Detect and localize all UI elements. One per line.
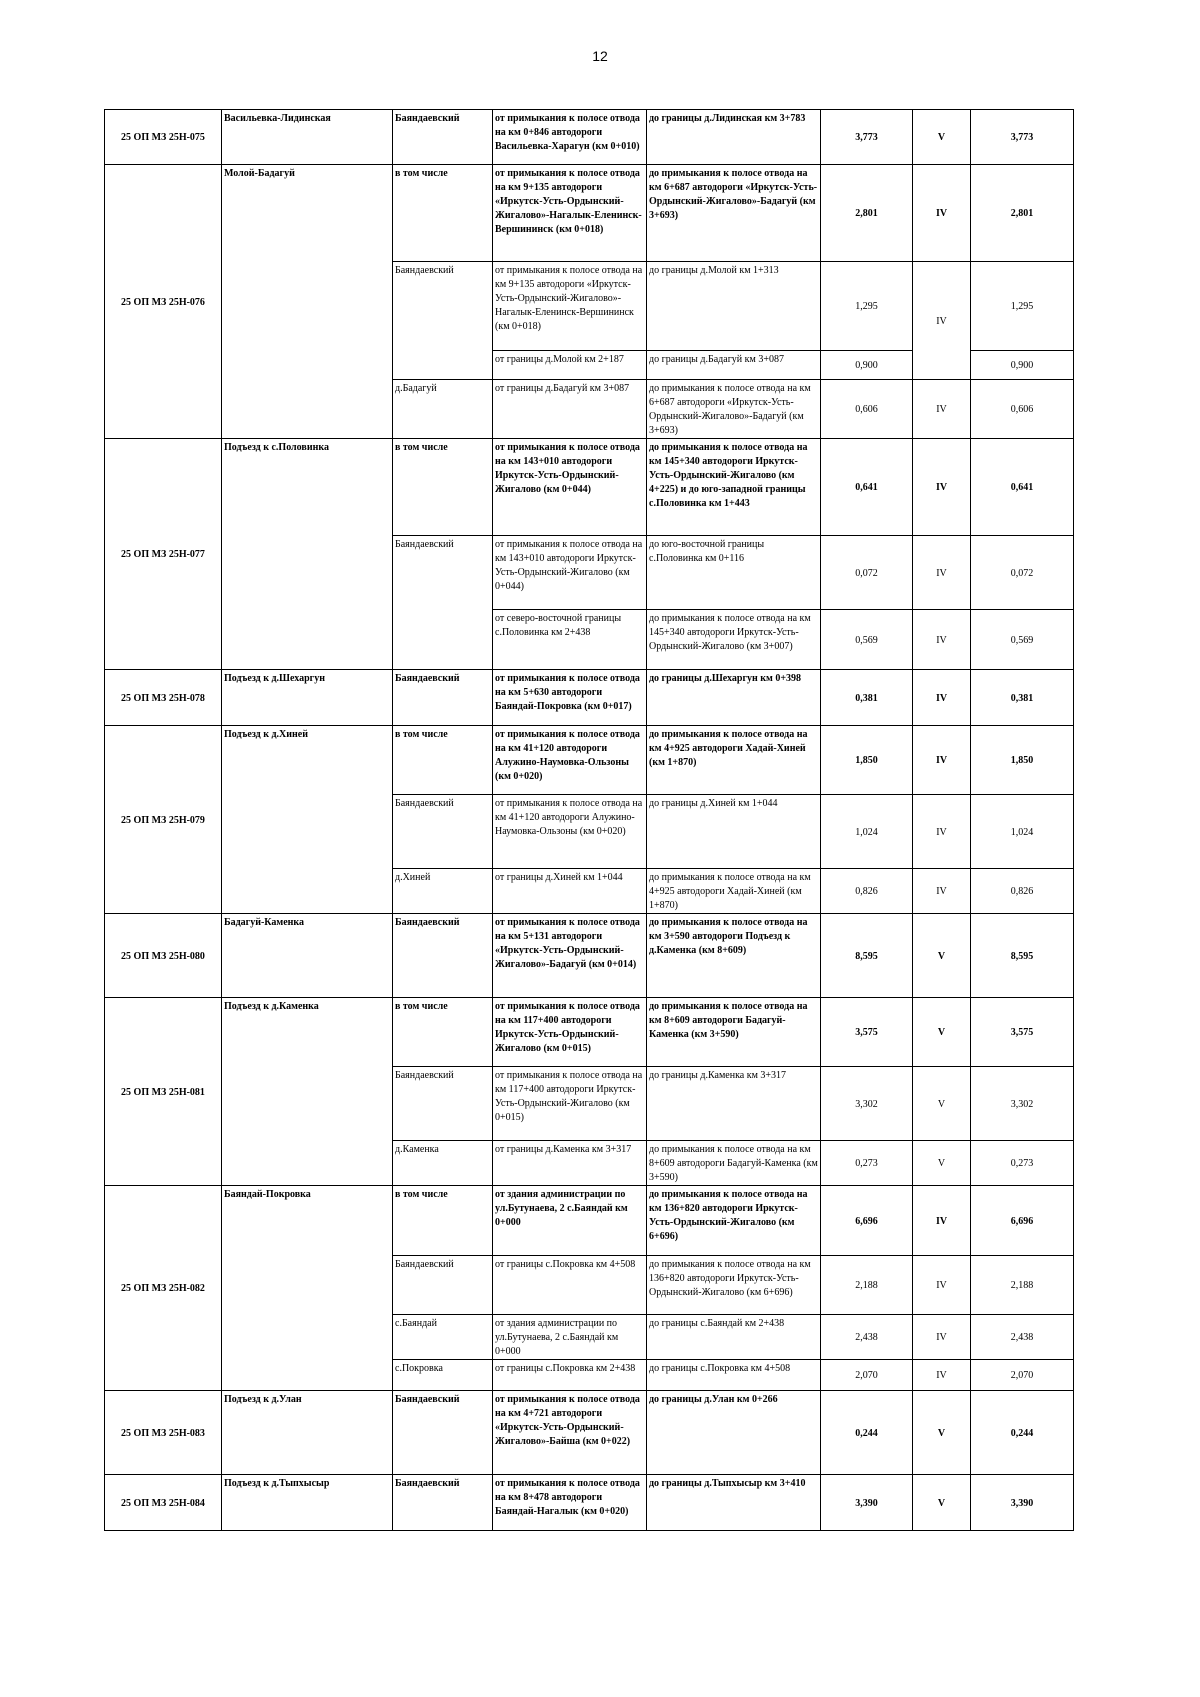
road-category: IV — [913, 670, 971, 726]
road-district: в том числе — [393, 439, 493, 536]
road-code: 25 ОП МЗ 25Н-084 — [105, 1475, 222, 1531]
road-to: до границы д.Бадагуй км 3+087 — [647, 351, 821, 380]
road-code: 25 ОП МЗ 25Н-080 — [105, 914, 222, 998]
road-category: V — [913, 110, 971, 165]
road-length: 3,390 — [821, 1475, 913, 1531]
road-length: 0,569 — [821, 610, 913, 670]
road-total: 3,575 — [971, 998, 1074, 1067]
road-from: от границы д.Хиней км 1+044 — [493, 869, 647, 914]
road-code: 25 ОП МЗ 25Н-081 — [105, 998, 222, 1186]
road-length: 1,295 — [821, 262, 913, 351]
road-from: от примыкания к полосе отвода на км 9+135 автодороги «Иркутск-Усть-Ордынский-Жигалово»-Нагалык-Еленинск-Вершининск (км 0+018) — [493, 165, 647, 262]
road-name: Подъезд к д.Улан — [222, 1391, 393, 1475]
road-code: 25 ОП МЗ 25Н-077 — [105, 439, 222, 670]
road-length: 3,773 — [821, 110, 913, 165]
road-from: от северо-восточной границы с.Половинка км 2+438 — [493, 610, 647, 670]
road-from: от примыкания к полосе отвода на км 5+630 автодороги Баяндай-Покровка (км 0+017) — [493, 670, 647, 726]
road-district: Баяндаевский — [393, 1067, 493, 1141]
road-category: IV — [913, 1256, 971, 1315]
road-from: от примыкания к полосе отвода на км 117+400 автодороги Иркутск-Усть-Ордынский-Жигалово (км 0+015) — [493, 998, 647, 1067]
road-district: д.Каменка — [393, 1141, 493, 1186]
road-from: от примыкания к полосе отвода на км 5+131 автодороги «Иркутск-Усть-Ордынский-Жигалово»-Бадагуй (км 0+014) — [493, 914, 647, 998]
road-category: IV — [913, 536, 971, 610]
table-row — [105, 1475, 1074, 1531]
road-total: 2,438 — [971, 1315, 1074, 1360]
road-to: до границы с.Покровка км 4+508 — [647, 1360, 821, 1391]
road-code: 25 ОП МЗ 25Н-083 — [105, 1391, 222, 1475]
road-district: д.Бадагуй — [393, 380, 493, 439]
road-length: 0,641 — [821, 439, 913, 536]
road-total: 2,188 — [971, 1256, 1074, 1315]
road-to: до примыкания к полосе отвода на км 8+609 автодороги Бадагуй-Каменка (км 3+590) — [647, 998, 821, 1067]
road-district: Баяндаевский — [393, 110, 493, 165]
road-length: 3,575 — [821, 998, 913, 1067]
road-category: IV — [913, 869, 971, 914]
road-name: Подъезд к д.Шехаргун — [222, 670, 393, 726]
road-from: от примыкания к полосе отвода на км 0+846 автодороги Васильевка-Харагун (км 0+010) — [493, 110, 647, 165]
table-row — [105, 998, 1074, 1067]
road-name: Бадагуй-Каменка — [222, 914, 393, 998]
road-length: 1,850 — [821, 726, 913, 795]
road-to: до границы д.Каменка км 3+317 — [647, 1067, 821, 1141]
road-from: от границы д.Бадагуй км 3+087 — [493, 380, 647, 439]
road-to: до примыкания к полосе отвода на км 6+687 автодороги «Иркутск-Усть-Ордынский-Жигалово»-Бадагуй (км 3+693) — [647, 380, 821, 439]
road-code: 25 ОП МЗ 25Н-076 — [105, 165, 222, 439]
road-district: в том числе — [393, 165, 493, 262]
road-from: от примыкания к полосе отвода на км 4+721 автодороги «Иркутск-Усть-Ордынский-Жигалово»-Байша (км 0+022) — [493, 1391, 647, 1475]
road-name: Васильевка-Лидинская — [222, 110, 393, 165]
road-district: Баяндаевский — [393, 1256, 493, 1315]
road-district: в том числе — [393, 998, 493, 1067]
road-total: 2,070 — [971, 1360, 1074, 1391]
road-to: до примыкания к полосе отвода на км 8+609 автодороги Бадагуй-Каменка (км 3+590) — [647, 1141, 821, 1186]
table-row — [105, 1391, 1074, 1475]
road-length: 2,070 — [821, 1360, 913, 1391]
road-category: V — [913, 1067, 971, 1141]
road-total: 0,072 — [971, 536, 1074, 610]
road-category: IV — [913, 380, 971, 439]
road-from: от примыкания к полосе отвода на км 143+010 автодороги Иркутск-Усть-Ордынский-Жигалово (км 0+044) — [493, 536, 647, 610]
road-name: Подъезд к д.Тыпхысыр — [222, 1475, 393, 1531]
table-row — [105, 1186, 1074, 1256]
road-from: от здания администрации по ул.Бутунаева, 2 с.Баяндай км 0+000 — [493, 1315, 647, 1360]
road-code: 25 ОП МЗ 25Н-075 — [105, 110, 222, 165]
road-category: IV — [913, 1315, 971, 1360]
road-to: до юго-восточной границы с.Половинка км 0+116 — [647, 536, 821, 610]
road-length: 2,438 — [821, 1315, 913, 1360]
road-length: 3,302 — [821, 1067, 913, 1141]
road-length: 2,188 — [821, 1256, 913, 1315]
road-name: Подъезд к д.Каменка — [222, 998, 393, 1186]
road-from: от примыкания к полосе отвода на км 143+010 автодороги Иркутск-Усть-Ордынский-Жигалово (км 0+044) — [493, 439, 647, 536]
road-category: IV — [913, 439, 971, 536]
road-district: с.Баяндай — [393, 1315, 493, 1360]
road-district: Баяндаевский — [393, 262, 493, 380]
road-total: 0,381 — [971, 670, 1074, 726]
road-total: 6,696 — [971, 1186, 1074, 1256]
road-total: 8,595 — [971, 914, 1074, 998]
road-total: 0,273 — [971, 1141, 1074, 1186]
road-name: Молой-Бадагуй — [222, 165, 393, 439]
road-length: 0,072 — [821, 536, 913, 610]
road-to: до примыкания к полосе отвода на км 145+340 автодороги Иркутск-Усть-Ордынский-Жигалово (км 3+007) — [647, 610, 821, 670]
road-length: 1,024 — [821, 795, 913, 869]
road-length: 6,696 — [821, 1186, 913, 1256]
road-to: до примыкания к полосе отвода на км 136+820 автодороги Иркутск-Усть-Ордынский-Жигалово (км 6+696) — [647, 1256, 821, 1315]
table-row — [105, 670, 1074, 726]
road-total: 0,826 — [971, 869, 1074, 914]
road-total: 3,390 — [971, 1475, 1074, 1531]
road-category: V — [913, 1141, 971, 1186]
road-from: от примыкания к полосе отвода на км 41+120 автодороги Алужино-Наумовка-Ользоны (км 0+020) — [493, 726, 647, 795]
road-category: IV — [913, 262, 971, 380]
road-code: 25 ОП МЗ 25Н-078 — [105, 670, 222, 726]
road-district: с.Покровка — [393, 1360, 493, 1391]
road-category: V — [913, 1475, 971, 1531]
table-row — [105, 726, 1074, 795]
road-to: до примыкания к полосе отвода на км 3+590 автодороги Подъезд к д.Каменка (км 8+609) — [647, 914, 821, 998]
road-total: 2,801 — [971, 165, 1074, 262]
road-total: 0,569 — [971, 610, 1074, 670]
road-from: от границы с.Покровка км 2+438 — [493, 1360, 647, 1391]
road-district: в том числе — [393, 726, 493, 795]
road-category: V — [913, 998, 971, 1067]
road-to: до примыкания к полосе отвода на км 145+340 автодороги Иркутск-Усть-Ордынский-Жигалово (км 4+225) и до юго-западной границы с.Половинка км 1+443 — [647, 439, 821, 536]
road-to: до границы д.Лидинская км 3+783 — [647, 110, 821, 165]
road-to: до границы с.Баяндай км 2+438 — [647, 1315, 821, 1360]
road-total: 3,302 — [971, 1067, 1074, 1141]
road-to: до границы д.Тыпхысыр км 3+410 — [647, 1475, 821, 1531]
road-total: 1,295 — [971, 262, 1074, 351]
road-to: до границы д.Молой км 1+313 — [647, 262, 821, 351]
road-to: до примыкания к полосе отвода на км 136+820 автодороги Иркутск-Усть-Ордынский-Жигалово (км 6+696) — [647, 1186, 821, 1256]
table-row — [105, 439, 1074, 536]
road-total: 0,606 — [971, 380, 1074, 439]
road-total: 3,773 — [971, 110, 1074, 165]
road-from: от границы д.Каменка км 3+317 — [493, 1141, 647, 1186]
road-name: Баяндай-Покровка — [222, 1186, 393, 1391]
road-total: 0,244 — [971, 1391, 1074, 1475]
road-category: IV — [913, 1360, 971, 1391]
road-to: до примыкания к полосе отвода на км 6+687 автодороги «Иркутск-Усть-Ордынский-Жигалово»-Бадагуй (км 3+693) — [647, 165, 821, 262]
table-row — [105, 110, 1074, 165]
page-number: 12 — [592, 48, 608, 64]
road-name: Подъезд к с.Половинка — [222, 439, 393, 670]
road-length: 0,900 — [821, 351, 913, 380]
road-from: от границы д.Молой км 2+187 — [493, 351, 647, 380]
road-district: Баяндаевский — [393, 1475, 493, 1531]
road-category: IV — [913, 726, 971, 795]
road-total: 1,024 — [971, 795, 1074, 869]
road-district: Баяндаевский — [393, 1391, 493, 1475]
road-category: IV — [913, 610, 971, 670]
road-code: 25 ОП МЗ 25Н-082 — [105, 1186, 222, 1391]
road-category: V — [913, 1391, 971, 1475]
road-length: 2,801 — [821, 165, 913, 262]
road-district: Баяндаевский — [393, 536, 493, 670]
road-to: до границы д.Шехаргун км 0+398 — [647, 670, 821, 726]
road-category: IV — [913, 795, 971, 869]
road-code: 25 ОП МЗ 25Н-079 — [105, 726, 222, 914]
road-to: до примыкания к полосе отвода на км 4+925 автодороги Хадай-Хиней (км 1+870) — [647, 726, 821, 795]
table-row — [105, 165, 1074, 262]
table-row — [105, 914, 1074, 998]
road-from: от примыкания к полосе отвода на км 9+135 автодороги «Иркутск-Усть-Ордынский-Жигалово»-Нагалык-Еленинск-Вершининск (км 0+018) — [493, 262, 647, 351]
road-category: IV — [913, 165, 971, 262]
road-total: 1,850 — [971, 726, 1074, 795]
road-total: 0,900 — [971, 351, 1074, 380]
road-total: 0,641 — [971, 439, 1074, 536]
road-length: 0,826 — [821, 869, 913, 914]
road-from: от здания администрации по ул.Бутунаева, 2 с.Баяндай км 0+000 — [493, 1186, 647, 1256]
road-district: Баяндаевский — [393, 795, 493, 869]
roads-table — [104, 109, 1074, 1531]
road-district: Баяндаевский — [393, 670, 493, 726]
road-district: в том числе — [393, 1186, 493, 1256]
road-category: V — [913, 914, 971, 998]
road-from: от примыкания к полосе отвода на км 41+120 автодороги Алужино-Наумовка-Ользоны (км 0+020) — [493, 795, 647, 869]
road-from: от примыкания к полосе отвода на км 8+478 автодороги Баяндай-Нагалык (км 0+020) — [493, 1475, 647, 1531]
road-to: до границы д.Хиней км 1+044 — [647, 795, 821, 869]
road-length: 0,244 — [821, 1391, 913, 1475]
road-category: IV — [913, 1186, 971, 1256]
road-to: до примыкания к полосе отвода на км 4+925 автодороги Хадай-Хиней (км 1+870) — [647, 869, 821, 914]
road-length: 0,606 — [821, 380, 913, 439]
road-name: Подъезд к д.Хиней — [222, 726, 393, 914]
road-from: от примыкания к полосе отвода на км 117+400 автодороги Иркутск-Усть-Ордынский-Жигалово (км 0+015) — [493, 1067, 647, 1141]
road-district: Баяндаевский — [393, 914, 493, 998]
road-from: от границы с.Покровка км 4+508 — [493, 1256, 647, 1315]
road-length: 0,381 — [821, 670, 913, 726]
road-district: д.Хиней — [393, 869, 493, 914]
road-length: 0,273 — [821, 1141, 913, 1186]
road-to: до границы д.Улан км 0+266 — [647, 1391, 821, 1475]
road-length: 8,595 — [821, 914, 913, 998]
